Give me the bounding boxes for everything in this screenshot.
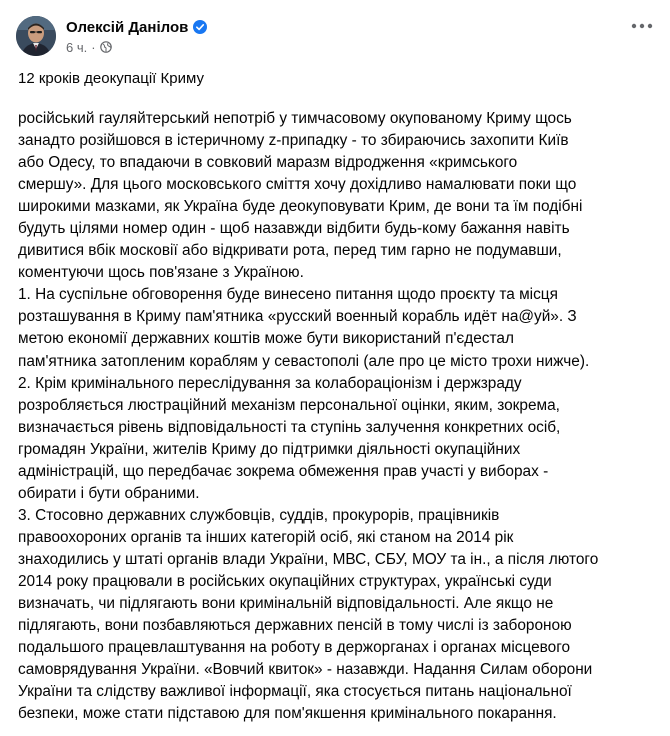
post-body-line: адміністрацій, що передбачає зокрема обмеження прав участі у виборах -	[18, 462, 549, 480]
post-body-line: підлягають, вони позбавляються державних пенсій в тому числі із забороною	[18, 617, 572, 635]
verified-badge-icon	[193, 20, 207, 34]
post-body-line: 1. На суспільне обговорення буде винесено питання щодо проєкту та місця	[18, 286, 558, 304]
post-meta-row	[66, 39, 207, 55]
post-body-line: визначається рівень відповідальності та ступінь залучення конкретних осіб,	[18, 418, 561, 436]
post-body-line: безпеки, може стати підставою для пом'якшення кримінального покарання.	[18, 705, 557, 723]
globe-icon[interactable]	[100, 41, 112, 53]
post-body-line: самоврядування України. «Вовчий квиток» - назавжди. Надання Силам оборони	[18, 661, 593, 679]
post-body-line: коментуючи щось пов'язане з Україною.	[18, 264, 304, 282]
post-body-line: визначать, чи підлягають вони кримінальній відповідальності. Але якщо не	[18, 595, 554, 613]
post-body-line: України та слідству важливої інформації, яка стосується питань національної	[18, 683, 572, 701]
author-meta	[66, 17, 207, 55]
author-avatar[interactable]	[16, 16, 56, 56]
post-body	[18, 108, 652, 725]
post-body-line: будуть цілями номер один - щоб назавжди відбити будь-кому бажання навіть	[18, 220, 570, 238]
meta-separator: ·	[91, 39, 96, 55]
post-title: 12 кроків деокупації Криму	[18, 70, 204, 87]
post-body-line: подальшого працевлаштування на роботу в держорганах і органах місцевого	[18, 639, 571, 657]
post-body-line: широкими мазками, як Україна буде деокуповувати Крим, де вони та їм подібні	[18, 198, 583, 216]
post-body-line: російський гауляйтерський непотріб у тимчасовому окупованому Криму щось	[18, 110, 572, 127]
author-name-row	[66, 17, 207, 37]
avatar-photo-icon	[16, 16, 56, 56]
post-header	[16, 12, 654, 60]
post-body-line: розташування в Криму пам'ятника «русский военный корабль идёт на@уй». З	[18, 308, 577, 326]
post-body-line: 2. Крім кримінального переслідування за колабораціонізм і держзраду	[18, 374, 522, 392]
more-options-icon	[631, 23, 653, 29]
post-body-line: обирати і бути обраними.	[18, 484, 200, 502]
post-body-line: громадян України, жителів Криму до підтримки діяльності окупаційних	[18, 440, 521, 458]
more-options-button[interactable]	[624, 14, 660, 38]
post-timestamp[interactable]: 6 ч.	[66, 39, 88, 55]
post-body-line: правоохороних органів та інших категорій осіб, які станом на 2014 рік	[18, 528, 514, 546]
post-body-line: 3. Стосовно державних службовців, суддів, прокурорів, працівників	[18, 506, 500, 524]
post-body-line: дивитися вбік московії або відкривати рота, перед тим гарно не подумавши,	[18, 242, 562, 260]
post-body-line: 2014 року працювали в російських окупаційних структурах, українські суди	[18, 572, 552, 590]
post-body-line: метою економії державних коштів може бути використаний п'єдестал	[18, 330, 514, 348]
post-body-line: занадто розійшовся в істеричному z-припадку - то збираючись захопити Київ	[18, 132, 569, 150]
post-body-line: або Одесу, то впадаючи в совковий маразм відродження «кримського	[18, 154, 518, 172]
post-body-line: розробляється люстраційний механізм персональної оцінки, яким, зокрема,	[18, 396, 560, 414]
post-body-line: знаходились у штаті органів влади України, МВС, СБУ, МОУ та ін., а після лютого	[18, 550, 599, 568]
post-body-line: пам'ятника затопленим кораблям у севастополі (але про це місто трохи нижче).	[18, 352, 590, 370]
author-name[interactable]: Олексій Данілов	[66, 18, 189, 36]
post-body-line: смершу». Для цього московського сміття хочу дохідливо намалювати поки що	[18, 176, 577, 194]
